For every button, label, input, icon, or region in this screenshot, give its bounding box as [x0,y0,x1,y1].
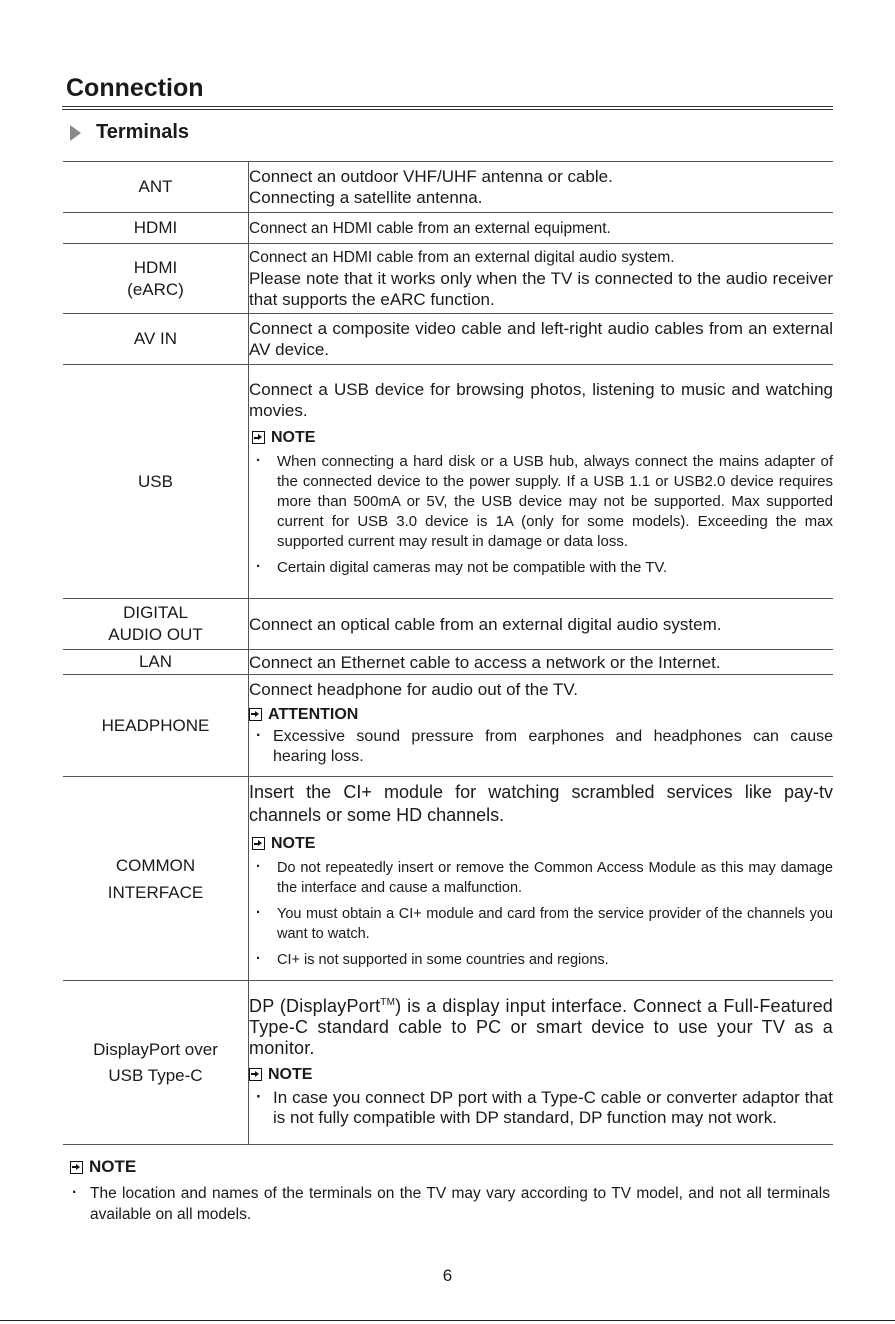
description-line: Connect an Ethernet cable to access a network or the Internet. [249,652,721,672]
note-label: NOTE [271,835,316,852]
description-line: DP (DisplayPort™) is a display input interface. Connect a Full-Featured Type-C standard cable to PC or smart device to use your TV as a monitor. [249,995,833,1058]
terminal-name-line: USB Type-C [108,1065,203,1085]
note-arrow-icon [252,837,265,850]
table-row [63,213,833,244]
bottom-divider [0,1320,895,1321]
description-line: Connecting a satellite antenna. [249,188,483,207]
terminal-description [249,162,834,213]
note-arrow-icon [249,1068,262,1081]
note-bullet: · When connecting a hard disk or a USB hub, always connect the mains adapter of the connected device to the power supply. If a USB 1.1 or USB2.0 device requires more than 500mA or 5V, the USB device may not be supported. Max supported current for USB 3.0 device is 1A (only for some models). Exceeding the max supported current may result in damage or data loss. [249,452,833,552]
table-row [63,162,833,213]
note-heading [249,1064,833,1085]
terminal-description [249,314,834,365]
description-line: Insert the CI+ module for watching scrambled services like pay-tv channels or some HD channels. [249,782,833,825]
note-label: NOTE [268,1065,313,1083]
terminal-name: ANT [63,162,249,213]
terminal-description [249,244,834,314]
terminal-name [63,777,249,981]
terminal-description [249,599,834,650]
table-row [63,599,833,650]
terminal-description [249,213,834,244]
terminal-name-line: AUDIO OUT [108,625,203,644]
page-title: Connection [66,74,204,102]
terminal-name-line: INTERFACE [107,882,204,902]
terminal-name: HDMI [63,213,249,244]
note-bullet: · The location and names of the terminals on the TV may vary according to TV model, and not all terminals available on all models. [70,1183,830,1225]
footer-note [70,1157,830,1231]
table-row [63,650,833,675]
terminal-description [249,777,834,981]
note-bullet: · You must obtain a CI+ module and card from the service provider of the channels you want to watch. [249,904,833,944]
description-line: Please note that it works only when the TV is connected to the audio receiver that supports the eARC function. [249,269,833,309]
note-arrow-icon [252,431,265,444]
note-bullet: · Do not repeatedly insert or remove the Common Access Module as this may damage the interface and cause a malfunction. [249,858,833,898]
terminal-description [249,675,834,777]
note-bullet: · In case you connect DP port with a Type-C cable or converter adaptor that is not fully compatible with DP standard, DP function may not work. [249,1088,833,1128]
note-label: NOTE [271,429,316,446]
description-line: Connect a composite video cable and left-right audio cables from an external AV device. [249,319,833,359]
table-row [63,777,833,981]
terminal-name: HEADPHONE [63,675,249,777]
note-heading [252,833,833,854]
table-row [63,675,833,777]
note-bullet: · Certain digital cameras may not be compatible with the TV. [249,558,833,578]
note-heading [70,1157,830,1177]
table-row [63,314,833,365]
note-heading [252,427,833,448]
terminal-description [249,650,834,675]
terminal-name [63,244,249,314]
terminals-table [63,161,833,1145]
note-label: NOTE [89,1157,137,1176]
terminal-name: USB [63,365,249,599]
description-line: Connect an HDMI cable from an external digital audio system. [249,249,675,266]
terminal-name-line: (eARC) [127,279,184,299]
table-row [63,981,833,1145]
description-line: Connect headphone for audio out of the TV. [249,679,578,699]
terminal-name-line: DisplayPort over [93,1039,218,1059]
title-divider [62,106,833,110]
terminal-name: LAN [63,650,249,675]
terminal-description [249,981,834,1145]
attention-label: ATTENTION [268,705,359,723]
description-line: Connect an outdoor VHF/UHF antenna or cable. [249,167,613,186]
section-title: Terminals [96,121,189,143]
terminal-name: AV IN [63,314,249,365]
page-number: 6 [442,1266,453,1285]
description-line: Connect a USB device for browsing photos, listening to music and watching movies. [249,380,833,420]
note-arrow-icon [70,1161,83,1174]
terminal-name-line: HDMI [133,257,178,277]
note-arrow-icon [249,708,262,721]
note-bullet: · Excessive sound pressure from earphones and headphones can cause hearing loss. [249,727,833,767]
attention-heading [249,704,833,725]
triangle-right-icon [70,125,81,141]
description-line: Connect an HDMI cable from an external equipment. [249,219,611,237]
terminal-name-line: COMMON [115,855,196,875]
terminal-description [249,365,834,599]
terminal-name [63,599,249,650]
terminal-name [63,981,249,1145]
description-line: Connect an optical cable from an external digital audio system. [249,614,722,634]
section-heading [70,121,189,144]
note-bullet: · CI+ is not supported in some countries and regions. [249,950,833,970]
table-row [63,244,833,314]
table-row [63,365,833,599]
terminal-name-line: DIGITAL [123,603,188,622]
